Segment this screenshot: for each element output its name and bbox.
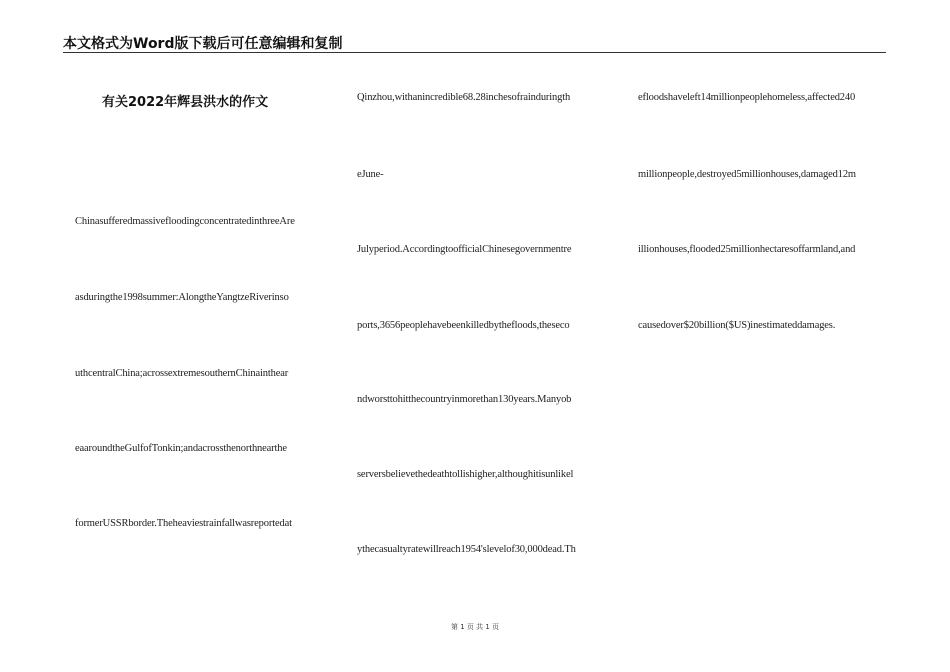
text-line: serversbelievethedeathtollishigher,althoughitisunlikel [357, 469, 574, 480]
text-line: millionpeople,destroyed5millionhouses,damaged12m [638, 169, 856, 180]
text-line: ndworsttohitthecountryinmorethan130years.Manyob [357, 394, 572, 405]
text-line: Julyperiod.AccordingtoofficialChinesegovernmentre [357, 244, 572, 255]
text-line: efloodshaveleft14millionpeoplehomeless,affected240 [638, 92, 856, 103]
text-line: formerUSSRborder.Theheaviestrainfallwasreportedat [75, 518, 292, 529]
text-line: asduringthe1998summer:AlongtheYangtzeRiverinso [75, 292, 289, 303]
header-divider [63, 52, 886, 53]
document-title: 有关2022年辉县洪水的作文 [102, 95, 269, 110]
text-line: ChinasufferedmassivefloodingconcentratedinthreeAre [75, 216, 295, 227]
text-line: uthcentralChina;acrossextremesouthernChinainthear [75, 368, 289, 379]
text-line: Qinzhou,withanincredible68.28inchesofrainduringth [357, 92, 571, 103]
text-line: causedover$20billion($US)inestimateddamages. [638, 320, 836, 331]
page-number: 第 1 页 共 1 页 [450, 623, 500, 631]
text-line: illionhouses,flooded25millionhectaresoffarmland,and [638, 244, 856, 255]
text-line: eJune- [357, 169, 384, 180]
document-header: 本文格式为Word版下载后可任意编辑和复制 [63, 36, 343, 52]
text-line: ythecasualtyratewillreach1954'slevelof30,000dead.Th [357, 544, 576, 555]
text-line: eaaroundtheGulfofTonkin;andacrossthenorthnearthe [75, 443, 287, 454]
text-line: ports,3656peoplehavebeenkilledbythefloods,theseco [357, 320, 570, 331]
